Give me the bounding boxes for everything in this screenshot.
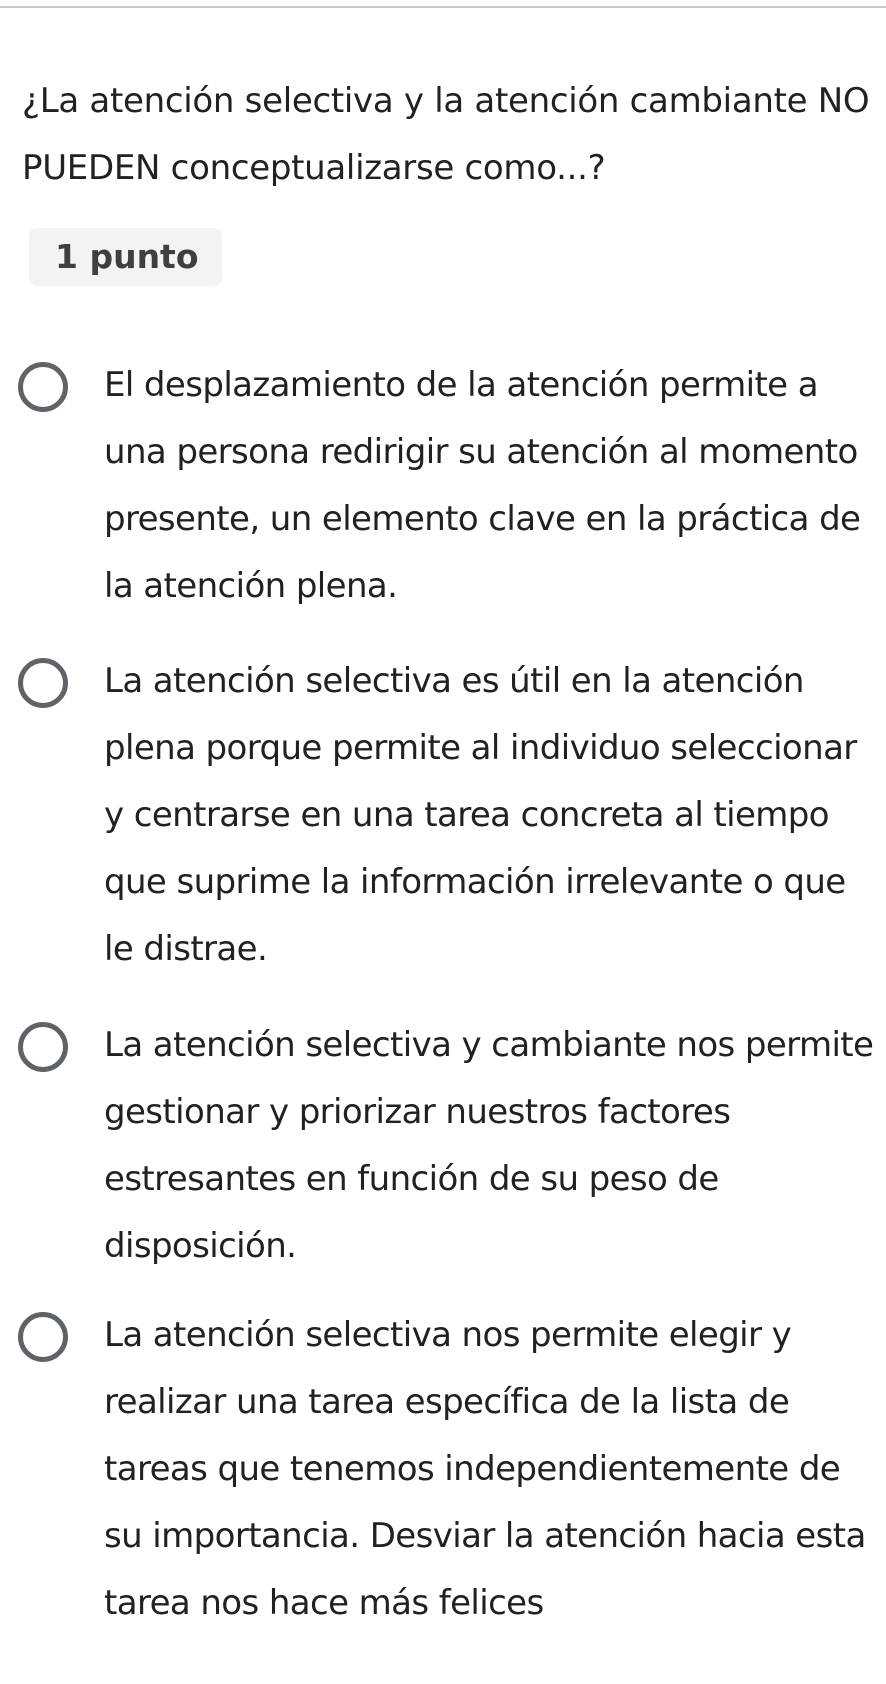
top-divider	[0, 6, 886, 8]
answer-option-3[interactable]	[18, 1012, 884, 1282]
radio-unchecked-icon[interactable]	[18, 362, 68, 412]
points-badge: 1 punto	[29, 228, 222, 286]
answer-option-label: El desplazamiento de la atención permite a una persona redirigir su atención al momento presente, un elemento clave en la práctica de la atención plena.	[104, 365, 861, 606]
question-title: ¿La atención selectiva y la atención cambiante NO PUEDEN conceptualizarse como...?	[22, 81, 870, 188]
radio-unchecked-icon[interactable]	[18, 1312, 68, 1362]
radio-unchecked-icon[interactable]	[18, 1022, 68, 1072]
answer-option-label: La atención selectiva nos permite elegir y realizar una tarea específica de la lista de tareas que tenemos independientemente de su importancia. Desviar la atención hacia esta tarea nos hace más felices	[104, 1315, 866, 1623]
answer-option-4[interactable]	[18, 1302, 884, 1684]
answer-option-2[interactable]	[18, 648, 884, 988]
answer-option-label: La atención selectiva es útil en la atención plena porque permite al individuo seleccionar y centrarse en una tarea concreta al tiempo que suprime la información irrelevante o que le distrae.	[104, 661, 857, 969]
answer-option-label: La atención selectiva y cambiante nos permite gestionar y priorizar nuestros factores estresantes en función de su peso de disposición.	[104, 1025, 874, 1266]
radio-unchecked-icon[interactable]	[18, 658, 68, 708]
answer-option-1[interactable]	[18, 352, 884, 622]
